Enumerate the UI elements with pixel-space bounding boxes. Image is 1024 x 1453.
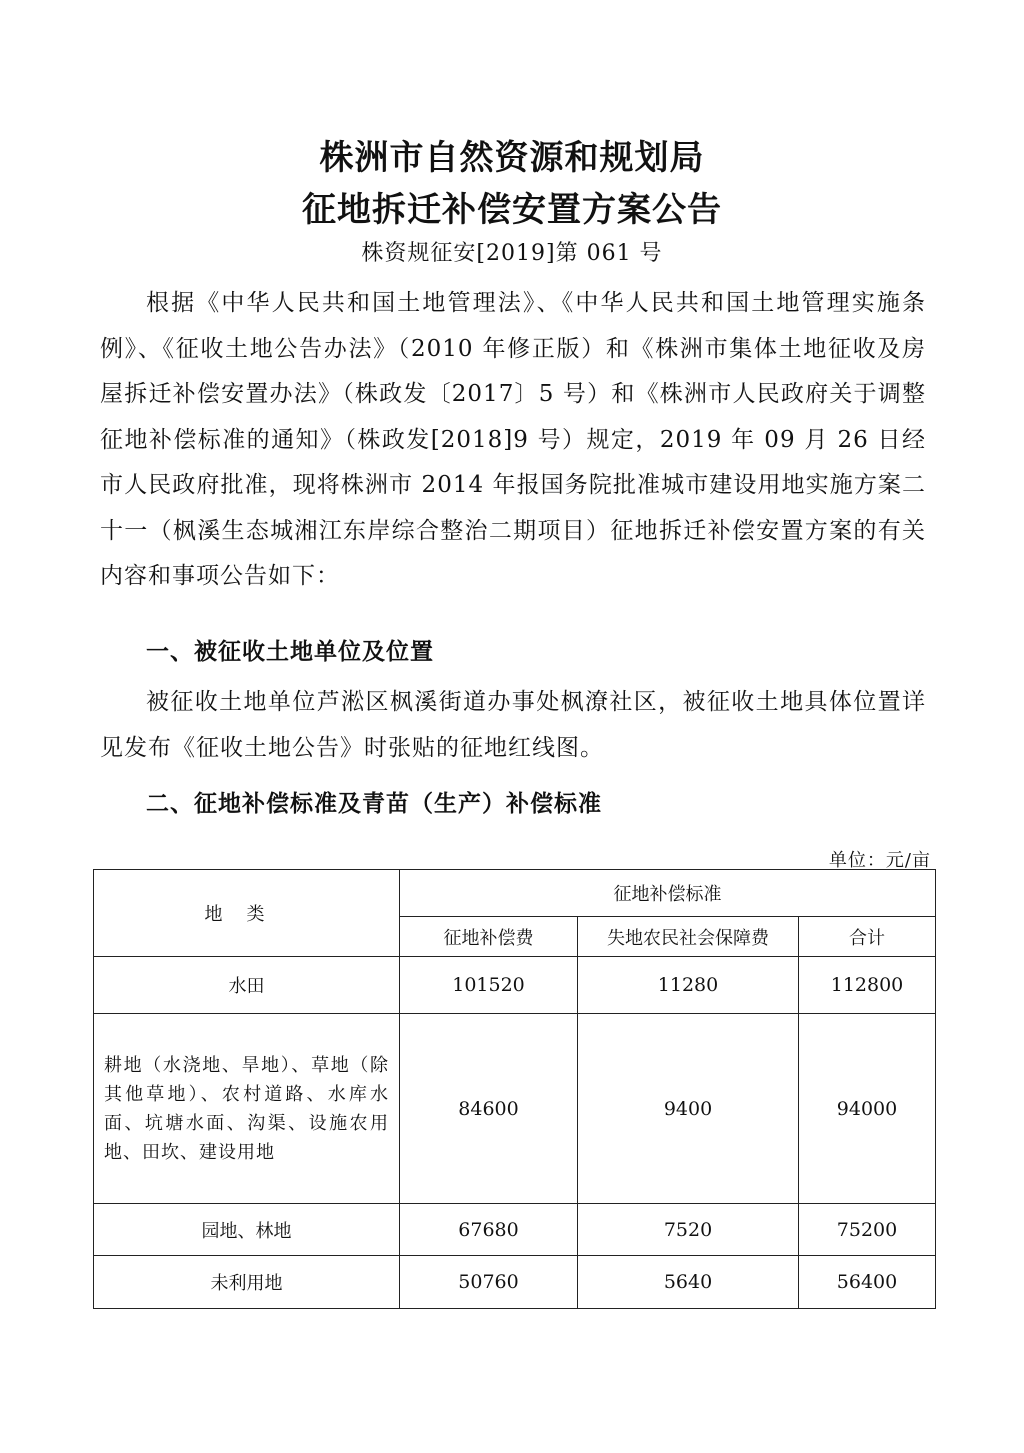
cell-social-security: 7520 (578, 1204, 799, 1256)
cell-social-security: 5640 (578, 1256, 799, 1309)
table-unit-label: 单位：元/亩 (828, 850, 931, 871)
cell-land-type: 未利用地 (94, 1256, 400, 1309)
header-land-type-label: 地类 (204, 904, 289, 925)
header-group-standard: 征地补偿标准 (400, 870, 936, 917)
document-number: 株资规征安[2019]第 061 号 (361, 241, 663, 266)
cell-compensation: 50760 (400, 1256, 578, 1309)
page-title-line2: 征地拆迁补偿安置方案公告 (302, 190, 722, 230)
header-social-security: 失地农民社会保障费 (578, 917, 799, 957)
cell-social-security: 11280 (578, 957, 799, 1014)
header-total: 合计 (799, 917, 936, 957)
table-row (94, 1256, 936, 1309)
cell-compensation: 84600 (400, 1014, 578, 1204)
section1-body: 被征收土地单位芦淞区枫溪街道办事处枫潦社区，被征收土地具体位置详见发布《征收土地公告》时张贴的征地红线图。 (100, 689, 926, 761)
cell-total: 94000 (799, 1014, 936, 1204)
table-row (94, 1204, 936, 1256)
cell-compensation: 67680 (400, 1204, 578, 1256)
cell-land-type: 水田 (94, 957, 400, 1014)
cell-total: 75200 (799, 1204, 936, 1256)
intro-paragraph: 根据《中华人民共和国土地管理法》、《中华人民共和国土地管理实施条例》、《征收土地公告办法》（2010 年修正版）和《株洲市集体土地征收及房屋拆迁补偿安置办法》（株政发〔2017〕5 号）和《株洲市人民政府关于调整征地补偿标准的通知》（株政发[2018]9 号）规定，2019 年 09 月 26 日经市人民政府批准，现将株洲市 2014 年报国务院批准城市建设用地实施方案二十一（枫溪生态城湘江东岸综合整治二期项目）征地拆迁补偿安置方案的有关内容和事项公告如下： (100, 290, 926, 589)
compensation-table (93, 869, 936, 1309)
section2-heading: 二、征地补偿标准及青苗（生产）补偿标准 (146, 791, 602, 817)
cell-land-type: 园地、林地 (94, 1204, 400, 1256)
header-land-type (94, 870, 400, 957)
table-row (94, 957, 936, 1014)
cell-social-security: 9400 (578, 1014, 799, 1204)
cell-land-type: 耕地（水浇地、旱地）、草地（除其他草地）、农村道路、水库水面、坑塘水面、沟渠、设施农用地、田坎、建设用地 (94, 1014, 400, 1204)
table-header-row (94, 870, 936, 917)
cell-compensation: 101520 (400, 957, 578, 1014)
page-title-line1: 株洲市自然资源和规划局 (319, 138, 705, 178)
section1-heading: 一、被征收土地单位及位置 (146, 639, 434, 665)
cell-total: 56400 (799, 1256, 936, 1309)
cell-total: 112800 (799, 957, 936, 1014)
table-row (94, 1014, 936, 1204)
header-compensation: 征地补偿费 (400, 917, 578, 957)
